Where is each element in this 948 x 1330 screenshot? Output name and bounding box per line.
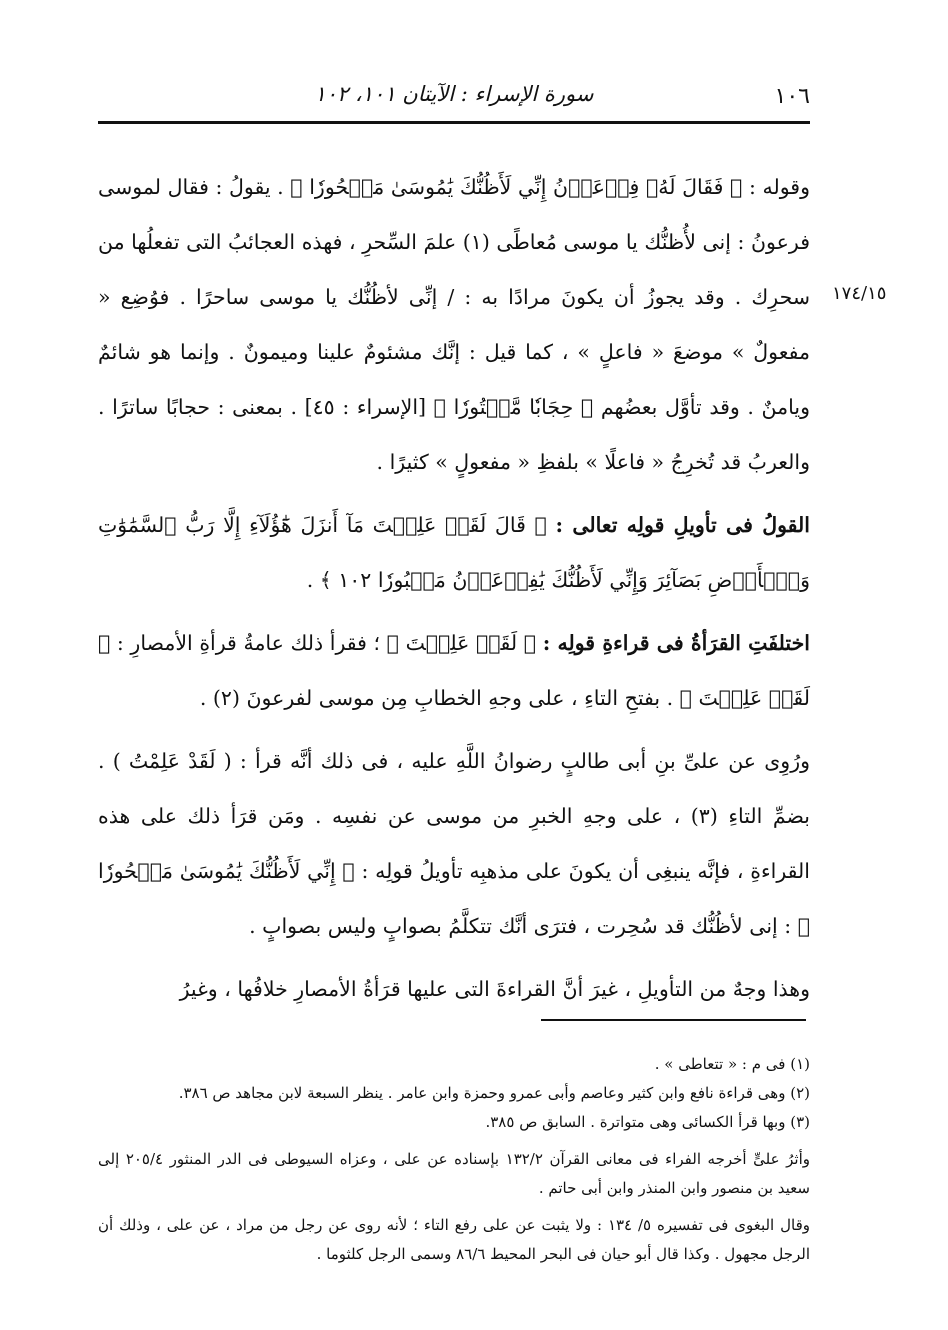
footnote-3: (٣) وبها قرأ الكسائى وهى متواترة . السابق ص ٣٨٥. bbox=[485, 1113, 810, 1131]
paragraph-2 bbox=[98, 498, 810, 608]
paragraph-2-lead: القولُ فى تأويلِ قولِه تعالى : bbox=[555, 513, 810, 537]
running-title: سورة الإسراء : الآيتان ١٠١، ١٠٢ bbox=[314, 82, 594, 106]
paragraph-3-text: ﴿ لَقَدۡ عَلِمۡتَ ﴾ ؛ فقرأ ذلك عامةُ قرأةِ الأمصارِ : ﴿ لَقَدۡ عَلِمۡتَ ﴾ . بفتحِ التاءِ ، على وجهِ الخطابِ مِن موسى لفرعونَ (٢) . bbox=[98, 631, 810, 710]
main-text bbox=[98, 160, 810, 1017]
footnote-3-continued-a: وأثرُ علىٍّ أخرجه الفراء فى معانى القرآن ١٣٢/٢ بإسناده عن على ، وعزاه السيوطى فى الدر المنثور ٢٠٥/٤ إلى سعيد بن منصور وابن المنذر وابن أبى حاتم . bbox=[98, 1150, 810, 1197]
page-number: ١٠٦ bbox=[774, 84, 810, 109]
paragraph-3-lead: اختلفَتِ القرَأةُ فى قراءةِ قولِه : bbox=[542, 631, 810, 655]
footnote-1: (١) فى م : « تتعاطى » . bbox=[654, 1055, 810, 1073]
paragraph-4: ورُوِى عن علىِّ بنِ أبى طالبٍ رضوانُ اللَّهِ عليه ، فى ذلك أنَّه قرأ : ( لَقَدْ عَلِمْتُ ) . بضمِّ التاءِ (٣) ، على وجهِ الخبرِ من موسى عن نفسِه . ومَن قرَأ ذلك على هذه القراءةِ ، فإنَّه ينبغِى أن يكونَ على مذهبِه تأويلُ قولِه : ﴿ إِنِّي لَأَظُنُّكَ يَٰمُوسَىٰ مَسۡحُورٗا ﴾ : إنى لأظُنُّك قد سُحِرت ، فترَى أنَّك تتكلَّمُ بصوابٍ وليس بصوابٍ . bbox=[98, 749, 810, 938]
paragraph-1: وقوله : ﴿ فَقَالَ لَهُۥ فِرۡعَوۡنُ إِنِّي لَأَظُنُّكَ يَٰمُوسَىٰ مَسۡحُورٗا ﴾ . يقولُ : فقال لموسى فرعونُ : إنى لأُظنُّك يا موسى مُعاطًى (١) علمَ السِّحرِ ، فهذه العجائبُ التى تفعلُها من سحرِك . وقد يجوزُ أن يكونَ مرادًا به : / إنِّى لأظُنُّك يا موسى ساحرًا . فوُضِع « مفعولٌ » موضعَ « فاعلٍ » ، كما قيل : إنَّك مشئومٌ علينا وميمونٌ . وإنما هو شائمٌ ويامنٌ . وقد تأوَّل بعضُهم ﴿ حِجَابٗا مَّسۡتُورٗا ﴾ [الإسراء : ٤٥] . بمعنى : حجابًا ساترًا . والعربُ قد تُخرِجُ « فاعلًا » بلفظِ « مفعولٍ » كثيرًا . bbox=[98, 175, 810, 474]
footnote-rule bbox=[541, 1019, 806, 1021]
paragraph-5: وهذا وجهٌ من التأويلِ ، غيرَ أنَّ القراءةَ التى عليها قرَأةُ الأمصارِ خلافُها ، وغيرُ bbox=[179, 977, 810, 1001]
footnote-2: (٢) وهى قراءة نافع وابن كثير وعاصم وأبى عمرو وحمزة وابن عامر . ينظر السبعة لابن مجاهد ص ٣٨٦. bbox=[178, 1084, 810, 1102]
footnote-3-continued-b: وقال البغوى فى تفسيره ٥/ ١٣٤ : ولا يثبت عن على رفع التاء ؛ لأنه روى عن رجل من مراد ، عن على ، وذلك أن الرجل مجهول . وكذا قال أبو حيان فى البحر المحيط ٨٦/٦ وسمى الرجل كلثوما . bbox=[98, 1216, 810, 1263]
paragraph-3 bbox=[98, 616, 810, 726]
margin-reference: ١٧٤/١٥ bbox=[832, 283, 887, 304]
page-header bbox=[98, 72, 810, 116]
paragraph-2-text: ﴿ قَالَ لَقَدۡ عَلِمۡتَ مَآ أَنزَلَ هَٰٓؤُلَآءِ إِلَّا رَبُّ ٱلسَّمَٰوَٰتِ وَٱلۡأَرۡضِ بَصَآئِرَ وَإِنِّي لَأَظُنُّكَ يَٰفِرۡعَوۡنُ مَثۡبُورٗا ١٠٢ ﴾ . bbox=[98, 513, 810, 592]
footnotes bbox=[98, 1050, 810, 1269]
header-rule bbox=[98, 121, 810, 124]
